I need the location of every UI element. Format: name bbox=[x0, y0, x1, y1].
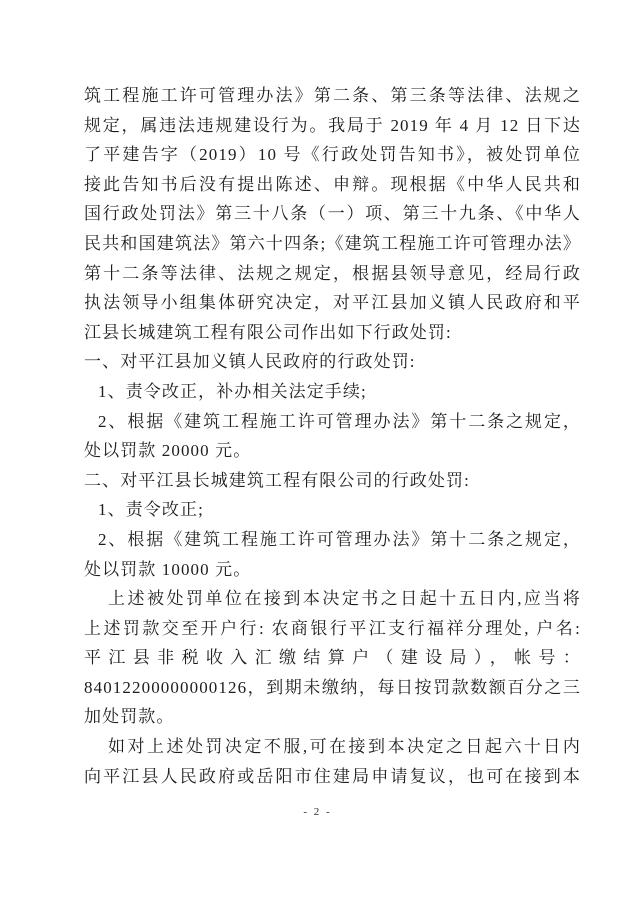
text-line: 加处罚款。 bbox=[84, 707, 175, 727]
text-line: 平江县非税收入汇缴结算户（建设局），帐号： bbox=[84, 648, 581, 668]
text-line: 上述罚款交至开户行: 农商银行平江支行福祥分理处, 户名: bbox=[84, 618, 581, 638]
text-line: 执法领导小组集体研究决定，对平江县加义镇人民政府和平 bbox=[84, 293, 581, 313]
document-lines bbox=[84, 81, 581, 791]
text-line: 规定，属违法违规建设行为。我局于 2019 年 4 月 12 日下达 bbox=[84, 115, 581, 135]
text-line: 处以罚款 20000 元。 bbox=[84, 441, 252, 461]
text-line: 向平江县人民政府或岳阳市住建局申请复议，也可在接到本 bbox=[84, 766, 581, 786]
text-line: 1、责令改正，补办相关法定手续; bbox=[98, 381, 367, 401]
text-line: 2、根据《建筑工程施工许可管理办法》第十二条之规定， bbox=[98, 411, 581, 431]
text-line: 二、对平江县长城建筑工程有限公司的行政处罚: bbox=[84, 470, 470, 490]
text-line: 如对上述处罚决定不服,可在接到本决定之日起六十日内 bbox=[108, 737, 581, 757]
text-line: 江县长城建筑工程有限公司作出如下行政处罚: bbox=[84, 322, 452, 342]
text-line: 接此告知书后没有提出陈述、申辩。现根据《中华人民共和 bbox=[84, 174, 581, 194]
text-line: 1、责令改正; bbox=[98, 500, 204, 520]
text-line: 国行政处罚法》第三十八条（一）项、第三十九条、《中华人 bbox=[84, 204, 581, 224]
text-line: 第十二条等法律、法规之规定，根据县领导意见，经局行政 bbox=[84, 263, 581, 283]
text-line: 上述被处罚单位在接到本决定书之日起十五日内,应当将 bbox=[108, 589, 581, 609]
text-line: 筑工程施工许可管理办法》第二条、第三条等法律、法规之 bbox=[84, 86, 581, 105]
text-line: 处以罚款 10000 元。 bbox=[84, 559, 252, 579]
page-number: - 2 - bbox=[303, 806, 332, 818]
text-line: 2、根据《建筑工程施工许可管理办法》第十二条之规定， bbox=[98, 529, 581, 549]
text-line: 了平建告字（2019）10 号《行政处罚告知书》，被处罚单位 bbox=[84, 145, 581, 165]
text-line: 民共和国建筑法》第六十四条;《建筑工程施工许可管理办法》 bbox=[84, 233, 581, 253]
text-line: 一、对平江县加义镇人民政府的行政处罚: bbox=[84, 352, 416, 372]
text-line: 84012200000000126，到期未缴纳，每日按罚款数额百分之三 bbox=[84, 677, 581, 697]
